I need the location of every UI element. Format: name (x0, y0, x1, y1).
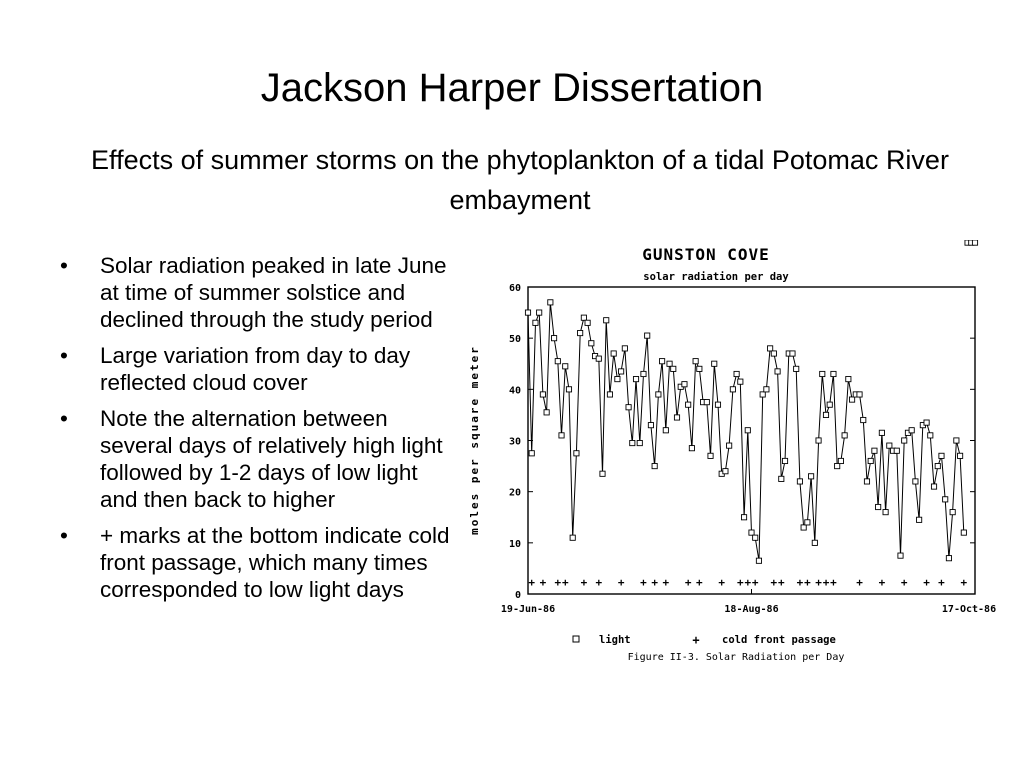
light-data-point (961, 530, 966, 535)
light-data-point (917, 517, 922, 522)
cold-front-marker: + (617, 576, 625, 589)
chart-subtitle: solar radiation per day (643, 271, 789, 283)
light-data-point (551, 336, 556, 341)
light-data-point (645, 333, 650, 338)
light-data-point (958, 453, 963, 458)
light-data-point (723, 469, 728, 474)
light-data-point (704, 400, 709, 405)
light-data-point (760, 392, 765, 397)
legend-square-marker (573, 636, 579, 642)
light-data-point (764, 387, 769, 392)
cold-front-marker: + (528, 576, 536, 589)
cold-front-marker: + (796, 576, 804, 589)
light-data-point (801, 525, 806, 530)
light-data-point (544, 410, 549, 415)
light-data-point (738, 379, 743, 384)
bullet-list (58, 252, 458, 612)
cold-front-marker: + (751, 576, 759, 589)
light-data-point (730, 387, 735, 392)
light-data-point (604, 318, 609, 323)
light-data-point (555, 359, 560, 364)
light-data-point (574, 451, 579, 456)
light-data-point (600, 471, 605, 476)
light-data-point (611, 351, 616, 356)
light-data-point (525, 310, 530, 315)
cold-front-marker: + (923, 576, 930, 589)
light-data-point (660, 359, 665, 364)
slide-title: Jackson Harper Dissertation (260, 66, 764, 110)
light-data-point (697, 366, 702, 371)
slide-subtitle: Effects of summer storms on the phytoplankton of a tidal Potomac River embayment (91, 145, 949, 215)
y-tick-label: 40 (508, 385, 521, 397)
light-data-point (820, 371, 825, 376)
light-data-point (615, 377, 620, 382)
cold-front-marker: + (684, 576, 692, 589)
chart-svg (462, 240, 1018, 680)
light-data-point (648, 423, 653, 428)
light-data-point (954, 438, 959, 443)
cold-front-marker: + (878, 576, 886, 589)
light-data-point (931, 484, 936, 489)
light-data-point (727, 443, 732, 448)
cold-front-marker: + (822, 576, 830, 589)
light-data-point (797, 479, 802, 484)
y-tick-label: 60 (508, 283, 521, 294)
light-data-point (946, 556, 951, 561)
chart-title: GUNSTON COVE (642, 245, 770, 264)
light-data-point (745, 428, 750, 433)
light-data-point (939, 453, 944, 458)
light-data-point (533, 320, 538, 325)
light-series (525, 240, 977, 563)
light-data-point (887, 443, 892, 448)
x-tick-label: 19-Jun-86 (500, 604, 556, 615)
light-data-point (872, 448, 877, 453)
light-data-point (928, 433, 933, 438)
cold-front-marker: + (777, 576, 785, 589)
light-data-point (671, 366, 676, 371)
cold-front-marker: + (770, 576, 778, 589)
light-data-point (663, 428, 668, 433)
cold-front-marker: + (744, 576, 752, 589)
light-data-point (972, 240, 977, 245)
light-data-point (943, 497, 948, 502)
x-tick-label: 17-Oct-86 (941, 604, 997, 615)
light-data-point (816, 438, 821, 443)
solar-radiation-chart (462, 240, 1018, 680)
light-data-point (864, 479, 869, 484)
cold-front-marker: + (830, 576, 837, 589)
bullet-item: • + marks at the bottom indicate cold front passage, which many times corresponded to low light days (58, 522, 458, 603)
light-data-point (756, 558, 761, 563)
light-data-point (596, 356, 601, 361)
bullet-item: • Solar radiation peaked in late June at time of summer solstice and declined through the study period (58, 252, 458, 333)
cold-front-marker: + (662, 576, 670, 589)
light-data-point (693, 359, 698, 364)
light-data-point (935, 463, 940, 468)
figure-caption: Figure II-3. Solar Radiation per Day (627, 652, 845, 663)
light-data-point (622, 346, 627, 351)
light-data-point (835, 463, 840, 468)
cold-front-marker: + (651, 576, 658, 589)
light-data-point (734, 371, 739, 376)
light-data-point (715, 402, 720, 407)
light-data-point (570, 535, 575, 540)
bullet-item: • Note the alternation between several days of relatively high light followed by 1-2 days of low light and then back to higher (58, 405, 458, 513)
light-data-point (857, 392, 862, 397)
light-data-point (637, 440, 642, 445)
light-data-point (768, 346, 773, 351)
light-data-point (689, 446, 694, 451)
light-data-point (712, 361, 717, 366)
light-data-point (708, 453, 713, 458)
legend-plus-marker: + (692, 633, 700, 647)
light-data-point (809, 474, 814, 479)
cold-front-marker: + (815, 576, 822, 589)
legend-front-label: cold front passage (722, 634, 836, 646)
light-data-point (630, 440, 635, 445)
cold-front-marker: + (938, 576, 945, 589)
cold-front-marker: + (696, 576, 703, 589)
cold-front-marker: + (900, 576, 908, 589)
cold-front-marker: + (561, 576, 569, 589)
light-data-point (909, 428, 914, 433)
light-data-point (894, 448, 899, 453)
bullet-item: • Large variation from day to day reflected cloud cover (58, 342, 458, 396)
light-data-point (790, 351, 795, 356)
plot-frame (528, 287, 975, 594)
light-data-point (674, 415, 679, 420)
cold-front-marker: + (640, 576, 647, 589)
y-tick-label: 20 (508, 487, 521, 499)
light-data-point (537, 310, 542, 315)
x-axis (501, 589, 996, 615)
light-data-point (842, 433, 847, 438)
light-data-point (794, 366, 799, 371)
light-data-point (585, 320, 590, 325)
light-data-point (876, 504, 881, 509)
light-data-point (831, 371, 836, 376)
light-data-point (686, 402, 691, 407)
light-data-point (782, 458, 787, 463)
light-data-point (771, 351, 776, 356)
light-data-point (581, 315, 586, 320)
light-data-point (883, 510, 888, 515)
light-data-point (805, 520, 810, 525)
legend (573, 633, 836, 647)
light-data-point (898, 553, 903, 558)
light-data-point (589, 341, 594, 346)
light-data-point (846, 377, 851, 382)
light-data-point (879, 430, 884, 435)
y-tick-label: 10 (508, 538, 521, 550)
light-data-point (607, 392, 612, 397)
light-data-point (548, 300, 553, 305)
cold-front-marker: + (539, 576, 547, 589)
light-data-point (913, 479, 918, 484)
light-data-point (652, 463, 657, 468)
x-tick-label: 18-Aug-86 (724, 604, 779, 615)
y-axis-label: moles per square meter (468, 345, 481, 535)
light-data-point (812, 540, 817, 545)
y-tick-label: 50 (508, 334, 521, 346)
cold-front-marker: + (856, 576, 863, 589)
light-data-point (902, 438, 907, 443)
light-data-point (753, 535, 758, 540)
light-data-point (924, 420, 929, 425)
cold-front-marker: + (737, 576, 744, 589)
y-tick-label: 30 (508, 436, 521, 448)
light-data-point (827, 402, 832, 407)
light-data-point (741, 515, 746, 520)
light-data-point (540, 392, 545, 397)
cold-front-marker: + (960, 576, 968, 589)
cold-front-marker: + (595, 576, 603, 589)
light-data-point (559, 433, 564, 438)
light-data-point (950, 510, 955, 515)
light-data-point (682, 382, 687, 387)
light-data-point (749, 530, 754, 535)
cold-front-marker: + (718, 576, 726, 589)
legend-light-label: light (599, 634, 631, 646)
light-data-point (838, 458, 843, 463)
light-data-point (626, 405, 631, 410)
cold-front-series (528, 576, 967, 589)
light-data-point (641, 371, 646, 376)
light-data-point (823, 412, 828, 417)
light-data-point (868, 458, 873, 463)
cold-front-marker: + (580, 576, 588, 589)
cold-front-marker: + (804, 576, 811, 589)
light-data-point (775, 369, 780, 374)
light-data-point (779, 476, 784, 481)
light-data-point (849, 397, 854, 402)
light-data-point (566, 387, 571, 392)
cold-front-marker: + (554, 576, 562, 589)
light-data-point (563, 364, 568, 369)
light-data-point (578, 330, 583, 335)
light-data-point (667, 361, 672, 366)
light-data-point (529, 451, 534, 456)
y-tick-label: 0 (514, 590, 521, 601)
light-data-point (656, 392, 661, 397)
light-data-point (619, 369, 624, 374)
light-data-point (861, 417, 866, 422)
light-data-point (633, 377, 638, 382)
